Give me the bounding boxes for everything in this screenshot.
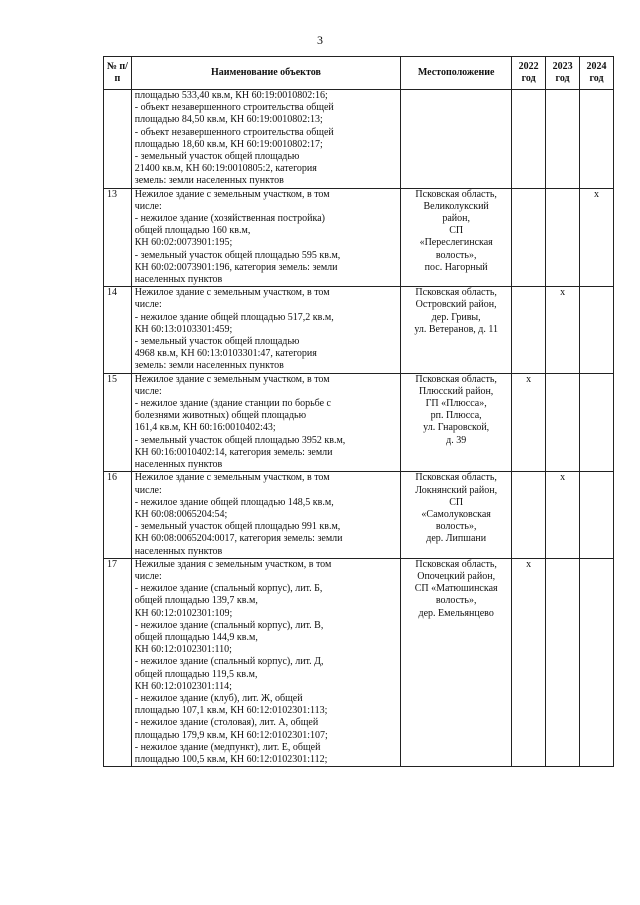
description-line: - земельный участок общей площадью 595 кв.м,	[134, 249, 341, 261]
location-line: пос. Нагорный	[424, 261, 488, 273]
description-line: общей площадью 119,5 кв.м,	[134, 668, 258, 680]
year-2024-mark: x	[580, 188, 614, 287]
description-line: населенных пунктов	[134, 545, 223, 557]
description-line: - нежилое здание (медпункт), лит. Е, общей	[134, 741, 321, 753]
description-line: - нежилое здание (столовая), лит. А, общей	[134, 717, 319, 729]
year-2023-mark	[546, 373, 580, 472]
col-header-location: Местоположение	[401, 57, 512, 90]
col-header-name: Наименование объектов	[131, 57, 400, 90]
year-2023-mark: x	[546, 472, 580, 558]
description-line: болезнями животных) общей площадью	[134, 410, 307, 422]
description-line: - нежилое здание общей площадью 148,5 кв.м,	[134, 496, 334, 508]
table-row	[104, 373, 614, 472]
description-line: - нежилое здание (клуб), лит. Ж, общей	[134, 692, 303, 704]
description-line: - земельный участок общей площадью	[134, 336, 300, 348]
description-line: - объект незавершенного строительства общей	[134, 126, 334, 138]
year-2022-mark: x	[512, 373, 546, 472]
description-line: Нежилое здание с земельным участком, в том	[134, 373, 330, 385]
description-line: общей площадью 139,7 кв.м,	[134, 595, 258, 607]
description-line: КН 60:12:0102301:114;	[134, 680, 232, 692]
table-row	[104, 472, 614, 558]
description-line: - объект незавершенного строительства общей	[134, 102, 334, 114]
description-line: числе:	[134, 200, 162, 212]
description-line: - нежилое здание (здание станции по борьбе с	[134, 398, 331, 410]
description-line: КН 60:13:0103301:459;	[134, 323, 233, 335]
description-line: - нежилое здание (спальный корпус), лит. Д,	[134, 656, 324, 668]
object-description	[131, 373, 400, 472]
object-location	[401, 287, 512, 373]
location-line: Псковская область,	[415, 472, 497, 484]
description-line: КН 60:02:0073901:196, категория земель: земли	[134, 261, 338, 273]
row-number: 14	[104, 287, 132, 373]
col-header-no: № п/п	[104, 57, 132, 90]
row-number: 13	[104, 188, 132, 287]
description-line: населенных пунктов	[134, 274, 223, 286]
description-line: 161,4 кв.м, КН 60:16:0010402:43;	[134, 422, 276, 434]
description-line: населенных пунктов	[134, 459, 223, 471]
location-line: волость»,	[435, 521, 477, 533]
description-line: числе:	[134, 385, 162, 397]
year-2023-mark: x	[546, 287, 580, 373]
object-description	[131, 287, 400, 373]
description-line: - нежилое здание (хозяйственная постройка)	[134, 213, 325, 225]
description-line: КН 60:08:0065204:54;	[134, 508, 228, 520]
col-header-2023: 2023 год	[546, 57, 580, 90]
description-line: площадью 84,50 кв.м, КН 60:19:0010802:13;	[134, 114, 323, 126]
description-line: числе:	[134, 299, 162, 311]
description-line: - земельный участок общей площадью	[134, 151, 300, 163]
table-row	[104, 90, 614, 189]
location-line: Псковская область,	[415, 188, 497, 200]
description-line: числе:	[134, 570, 162, 582]
object-location	[401, 373, 512, 472]
year-2024-mark	[580, 373, 614, 472]
year-2024-mark	[580, 558, 614, 766]
object-location	[401, 90, 512, 189]
description-line: земель: земли населенных пунктов	[134, 175, 284, 187]
description-line: числе:	[134, 484, 162, 496]
description-line: Нежилые здания с земельным участком, в том	[134, 558, 332, 570]
location-line: Великолукский	[423, 200, 489, 212]
description-line: КН 60:08:0065204:0017, категория земель: земли	[134, 533, 343, 545]
object-description	[131, 472, 400, 558]
description-line: 21400 кв.м, КН 60:19:0010805:2, категория	[134, 163, 317, 175]
year-2023-mark	[546, 90, 580, 189]
description-line: Нежилое здание с земельным участком, в том	[134, 287, 330, 299]
location-line: СП	[449, 225, 464, 237]
row-number	[104, 90, 132, 189]
location-line: Псковская область,	[415, 558, 497, 570]
description-line: земель: земли населенных пунктов	[134, 360, 284, 372]
description-line: площадью 107,1 кв.м, КН 60:12:0102301:113;	[134, 705, 328, 717]
description-line: 4968 кв.м, КН 60:13:0103301:47, категория	[134, 348, 317, 360]
location-line: Псковская область,	[415, 287, 497, 299]
location-line: Псковская область,	[415, 373, 497, 385]
description-line: - земельный участок общей площадью 991 кв.м,	[134, 521, 341, 533]
description-line: КН 60:02:0073901:195;	[134, 237, 233, 249]
description-line: площадью 100,5 кв.м, КН 60:12:0102301:112;	[134, 753, 328, 765]
description-line: - нежилое здание (спальный корпус), лит. Б,	[134, 583, 323, 595]
location-line: ул. Ветеранов, д. 11	[414, 323, 499, 335]
location-line: «Переслегинская	[419, 237, 493, 249]
year-2022-mark	[512, 90, 546, 189]
location-line: район,	[442, 213, 470, 225]
location-line: волость»,	[435, 595, 477, 607]
object-location	[401, 188, 512, 287]
location-line: волость»,	[435, 249, 477, 261]
page-number: 3	[317, 33, 323, 47]
year-2023-mark	[546, 558, 580, 766]
table-row	[104, 287, 614, 373]
description-line: общей площадью 160 кв.м,	[134, 225, 251, 237]
year-2023-mark	[546, 188, 580, 287]
year-2022-mark	[512, 472, 546, 558]
description-line: КН 60:12:0102301:110;	[134, 644, 232, 656]
description-line: Нежилое здание с земельным участком, в том	[134, 472, 330, 484]
table-header-row	[104, 57, 614, 90]
location-line: Плюсский район,	[419, 385, 494, 397]
location-line: ГП «Плюсса»,	[425, 398, 487, 410]
location-line: ул. Гнаровской,	[423, 422, 490, 434]
description-line: КН 60:16:0010402:14, категория земель: земли	[134, 446, 333, 458]
object-description	[131, 90, 400, 189]
year-2022-mark	[512, 287, 546, 373]
row-number: 16	[104, 472, 132, 558]
location-line: Островский район,	[415, 299, 497, 311]
year-2024-mark	[580, 287, 614, 373]
location-line: дер. Липшани	[426, 533, 487, 545]
location-line: д. 39	[446, 434, 467, 446]
object-description	[131, 188, 400, 287]
year-2022-mark: x	[512, 558, 546, 766]
year-2024-mark	[580, 472, 614, 558]
location-line: дер. Емельянцево	[418, 607, 494, 619]
location-line: Опочецкий район,	[417, 570, 496, 582]
col-header-2022: 2022 год	[512, 57, 546, 90]
location-line: «Самолуковская	[421, 508, 491, 520]
object-location	[401, 558, 512, 766]
location-line: СП «Матюшинская	[414, 583, 498, 595]
description-line: КН 60:12:0102301:109;	[134, 607, 233, 619]
objects-table	[103, 56, 614, 767]
description-line: площадью 179,9 кв.м, КН 60:12:0102301:107;	[134, 729, 328, 741]
row-number: 17	[104, 558, 132, 766]
table-row	[104, 188, 614, 287]
description-line: площадью 533,40 кв.м, КН 60:19:0010802:16;	[134, 90, 328, 101]
description-line: площадью 18,60 кв.м, КН 60:19:0010802:17;	[134, 138, 323, 150]
location-line: рп. Плюсса,	[430, 410, 482, 422]
description-line: - земельный участок общей площадью 3952 кв.м,	[134, 434, 346, 446]
row-number: 15	[104, 373, 132, 472]
year-2024-mark	[580, 90, 614, 189]
description-line: - нежилое здание (спальный корпус), лит. В,	[134, 619, 324, 631]
description-line: общей площадью 144,9 кв.м,	[134, 631, 258, 643]
description-line: - нежилое здание общей площадью 517,2 кв.м,	[134, 311, 334, 323]
year-2022-mark	[512, 188, 546, 287]
col-header-2024: 2024 год	[580, 57, 614, 90]
object-location	[401, 472, 512, 558]
location-line: СП	[449, 496, 464, 508]
object-description	[131, 558, 400, 766]
location-line: Локнянский район,	[415, 484, 498, 496]
table-row	[104, 558, 614, 766]
location-line: дер. Гривы,	[431, 311, 481, 323]
description-line: Нежилое здание с земельным участком, в том	[134, 188, 330, 200]
